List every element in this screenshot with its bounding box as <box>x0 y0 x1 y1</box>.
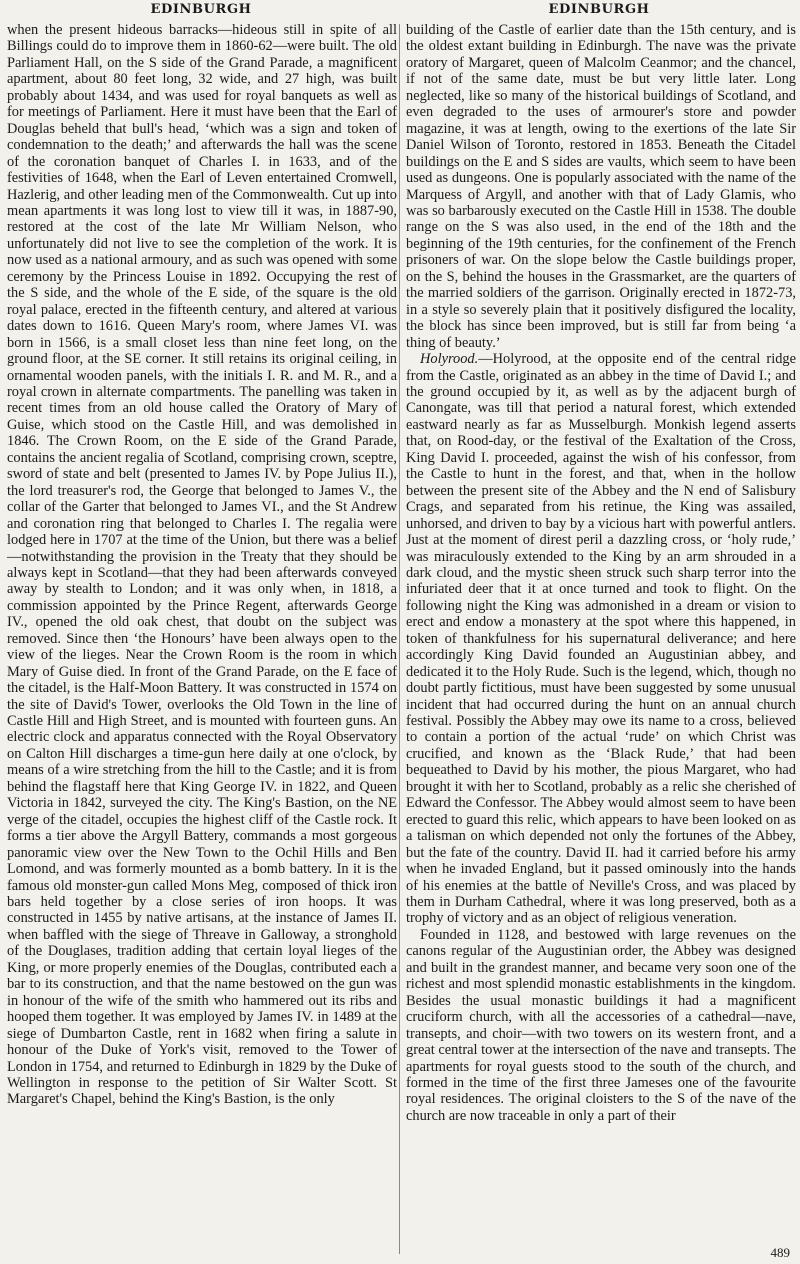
right-paragraph-3: Founded in 1128, and bestowed with large revenues on the canons regular of the Augustinian order, the Abbey was designed and built in the grandest manner, and became very soon one of the richest and most splendid monastic establishments in the kingdom. Besides the usual monastic buildings it had a magnificent cruciform church, with all the accessories of a cathedral—nave, transepts, and choir—with two towers on its western front, and a great central tower at the intersection of the nave and transepts. The apartments for royal guests stood to the south of the church, and formed in the time of the first three Jameses one of the favourite royal residences. The original cloisters to the S of the nave of the church are now traceable in only a part of their <box>406 926 796 1124</box>
left-paragraph-1: when the present hideous barracks—hideous still in spite of all Billings could do to improve them in 1860-62—were built. The old Parliament Hall, on the S side of the Grand Parade, a magnificent apartment, about 80 feet long, 32 wide, and 27 high, was built probably about 1434, and was used for royal banquets as well as for meetings of Parliament. Here it must have been that the Earl of Douglas beheld that bull's head, ‘which was a sign and token of condemnation to the death;’ and afterwards the hall was the scene of the coronation banquet of Charles I. in 1633, and of the festivities of 1648, when the Earl of Leven entertained Cromwell, Hazlerig, and other leading men of the Commonwealth. Cut up into mean apartments it was long lost to view till it was, in 1887-90, restored at the cost of the late Mr William Nelson, who unfortunately did not live to see the completion of the work. It is now used as a national armoury, and as such was opened with some ceremony by the Princess Louise in 1892. Occupying the rest of the S side, and the whole of the E side, of the square is the old royal palace, erected in the fifteenth century, and altered at various dates down to 1616. Queen Mary's room, where James VI. was born in 1566, is a small closet less than nine feet long, on the ground floor, at the SE corner. It still retains its original ceiling, in ornamental wooden panels, with the initials I. R. and M. R., and a royal crown in alternate compartments. The panelling was taken in recent times from an old house called the Oratory of Mary of Guise, which stood on the Castle Hill, and was demolished in 1846. The Crown Room, on the E side of the Grand Parade, contains the ancient regalia of Scotland, comprising crown, sceptre, sword of state and belt (presented to James IV. by Pope Julius II.), the lord treasurer's rod, the George that belonged to James V., the collar of the Garter that belonged to James VI., and the St Andrew and coronation ring that belonged to Charles I. The regalia were lodged here in 1707 at the time of the Union, but there was a belief—notwithstanding the provision in the Treaty that they should be always kept in Scotland—that they had been afterwards conveyed away by stealth to London; and it was only when, in 1818, a commission appointed by the Prince Regent, afterwards George IV., opened the old oak chest, that doubt on the subject was removed. Since then ‘the Honours’ have been always open to the view of the lieges. Near the Crown Room is the room in which Mary of Guise died. In front of the Grand Parade, on the E face of the citadel, is the Half-Moon Battery. It was constructed in 1574 on the site of David's Tower, overlooks the Old Town in the line of Castle Hill and High Street, and is mounted with fourteen guns. An electric clock and apparatus connected with the Royal Observatory on Calton Hill discharges a time-gun here daily at one o'clock, by means of a wire stretching from the hill to the Castle; and it is from behind the flagstaff here that King George IV. in 1822, and Queen Victoria in 1842, surveyed the city. The King's Bastion, on the NE verge of the citadel, occupies the highest cliff of the Castle rock. It forms a tier above the Argyll Battery, commands a most gorgeous panoramic view over the New Town to the Ochil Hills and Ben Lomond, and was formerly mounted as a bomb battery. In it is the famous old monster-gun called Mons Meg, composed of thick iron bars held together by a close series of iron hoops. It was constructed in 1455 by native artisans, at the instance of James II. when baffled with the siege of Threave in Galloway, a stronghold of the Douglases, tradition adding that certain loyal lieges of the King, or more properly enemies of the Douglas, contributed each a bar to its construction, and that the name bestowed on the gun was in honour of the wife of the smith who hammered out its ribs and hooped them together. It was employed by James IV. in 1489 at the siege of Dumbarton Castle, rent in 1682 when firing a salute in honour of the Duke of York's visit, removed to the Tower of London in 1754, and returned to Edinburgh in 1829 by the Duke of Wellington in response to the petition of Sir Walter Scott. St Margaret's Chapel, behind the King's Bastion, is the only <box>7 22 397 1108</box>
right-paragraph-2 <box>406 351 796 927</box>
right-paragraph-1: building of the Castle of earlier date than the 15th century, and is the oldest extant building in Edinburgh. The nave was the private oratory of Margaret, queen of Malcolm Ceanmor; and the chancel, if not of the same date, must be but very little later. Long neglected, like so many of the historical buildings of Scotland, and even degraded to the uses of armourer's store and powder magazine, it was at length, owing to the exertions of the late Sir Daniel Wilson of Toronto, restored in 1853. Beneath the Citadel buildings on the E and S sides are vaults, which seem to have been used as dungeons. One is popularly associated with the name of the Marquess of Argyll, and another with that of Lady Glamis, who was so barbarously executed on the Castle Hill in 1538. The double range on the S was also used, in the end of the 18th and the beginning of the 19th centuries, for the confinement of the French prisoners of war. On the slope below the Castle buildings proper, on the S, behind the houses in the Grassmarket, are the quarters of the married soldiers of the garrison. Originally erected in 1872-73, in a style so severely plain that it positively disfigured the locality, the block has since been improved, but is still far from being ‘a thing of beauty.’ <box>406 22 796 351</box>
running-header <box>0 2 800 22</box>
right-column <box>406 22 796 1124</box>
running-head-left: EDINBURGH <box>150 2 252 17</box>
column-divider <box>399 24 400 1254</box>
left-column <box>7 22 397 1108</box>
holyrood-text: —Holyrood, at the opposite end of the central ridge from the Castle, originated as an abbey in the time of David I.; and the ground occupied by it, as well as by the adjacent burgh of Canongate, was till that period a natural forest, which extended eastward nearly as far as Musselburgh. Monkish legend asserts that, on Rood-day, or the festival of the Exaltation of the Cross, King David I. proceeded, against the wish of his confessor, from the Castle to hunt in the forest, and that, when in the hollow between the present site of the Abbey and the N end of Salisbury Crags, and separated from his retinue, the King was assailed, unhorsed, and driven to bay by a vicious hart with powerful antlers. Just at the moment of direst peril a dazzling cross, or ‘holy rude,’ was miraculously extended to the King by an arm shrouded in a dark cloud, and the mystic sheen struck such sharp terror into the infuriated deer that it at once turned and took to flight. On the following night the King was admonished in a dream or vision to erect and endow a monastery at the spot where this happened, in token of thankfulness for his supernatural deliverance; and here accordingly King David founded an Augustinian abbey, and dedicated it to the Holy Rude. Such is the legend, which, though no doubt partly fictitious, must have been suggested by some unusual incident that had occurred during the hunt on an annual church festival. Possibly the Abbey may owe its name to a cross, believed to contain a portion of the actual ‘rude’ on which Christ was crucified, and known as the ‘Black Rude,’ that had been bequeathed to David by his mother, the pious Margaret, who had brought it with her to Scotland, probably as a relic she cherished of Edward the Confessor. The Abbey would almost seem to have been erected to guard this relic, which appears to have been looked on as a talisman on which depended not only the fortunes of the Abbey, but the fate of the country. David II. had it carried before his army when he invaded England, but it passed ominously into the hands of his enemies at the battle of Neville's Cross, and was placed by them in Durham Cathedral, where it was long preserved, both as a trophy of victory and as an object of religious veneration. <box>406 351 796 927</box>
page-number: 489 <box>770 1245 790 1260</box>
holyrood-heading: Holyrood. <box>420 351 479 368</box>
running-head-right: EDINBURGH <box>548 2 650 17</box>
